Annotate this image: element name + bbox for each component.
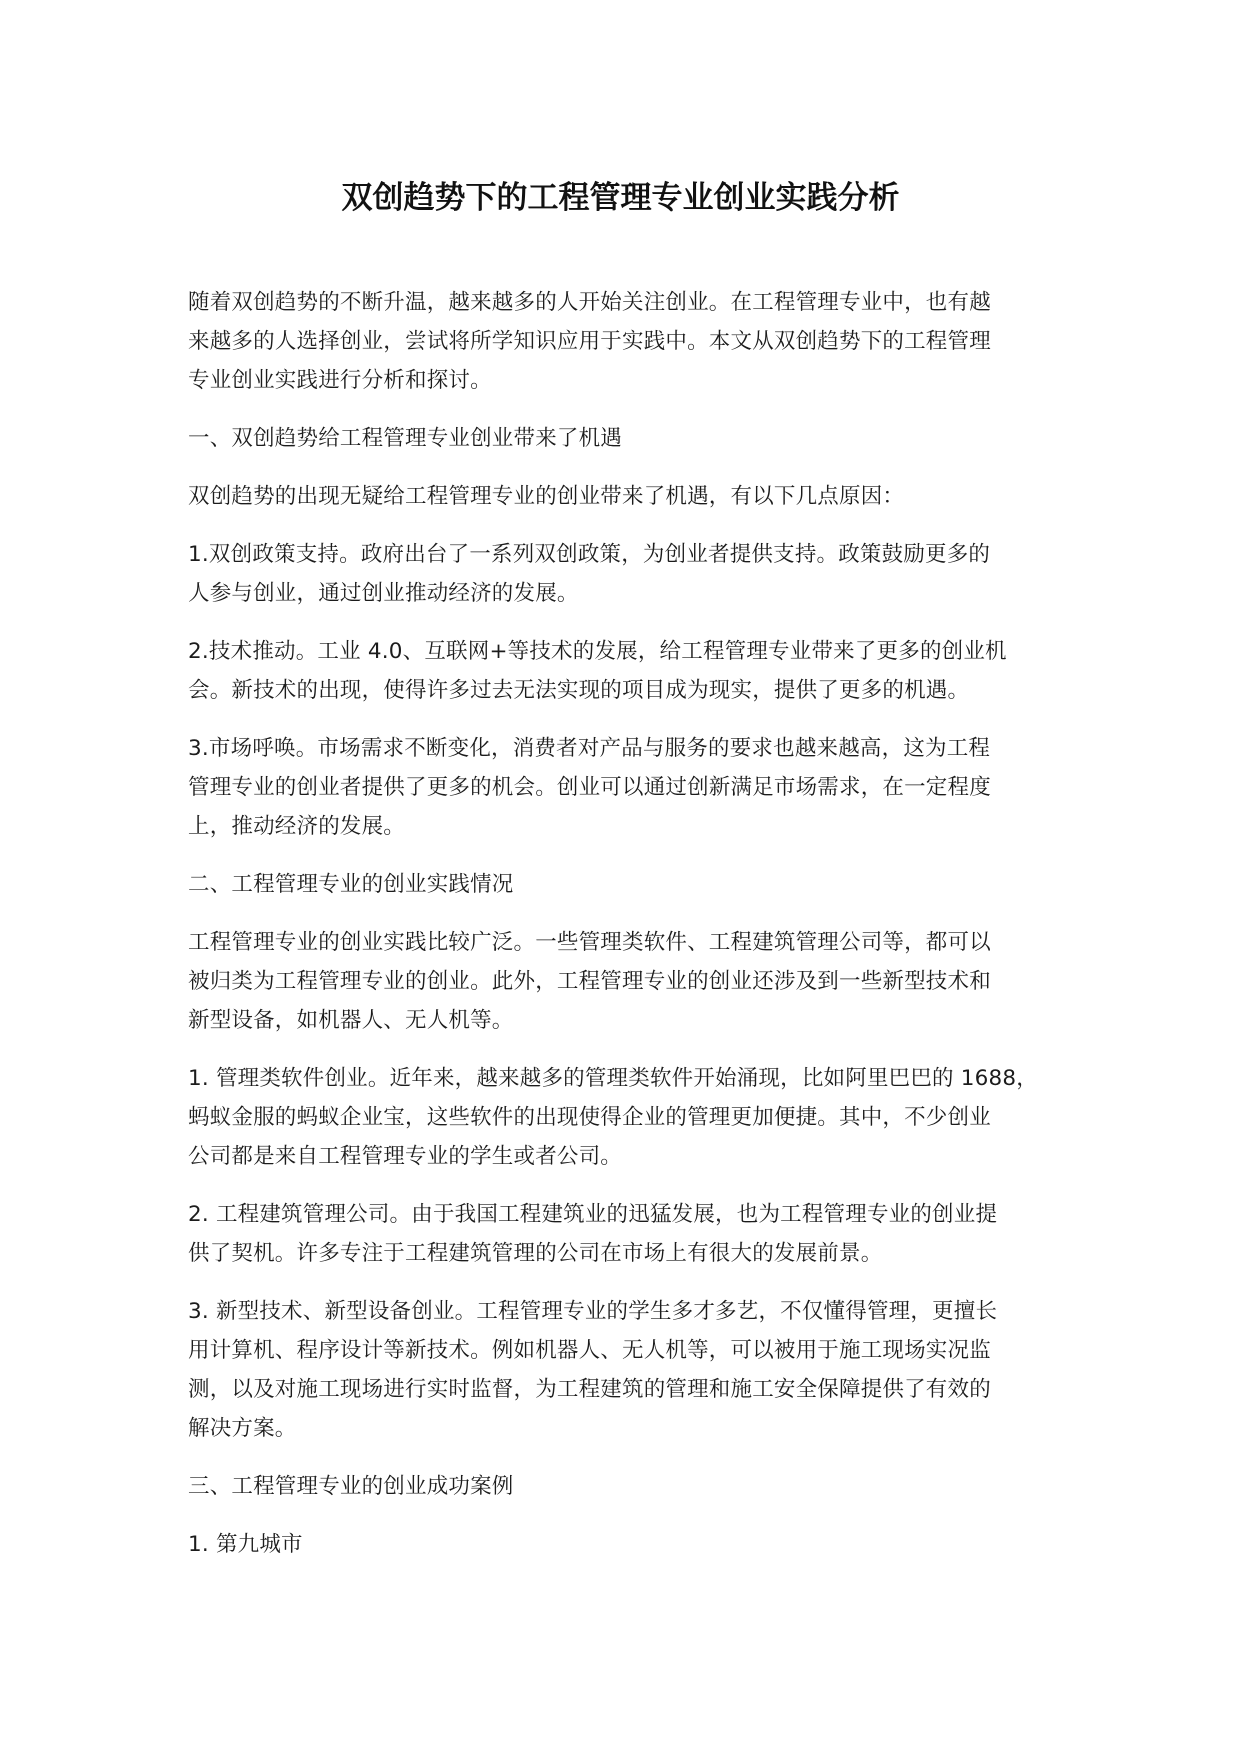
paragraph (188, 923, 1088, 1040)
paragraph (188, 1292, 1088, 1448)
paragraph-line: 随着双创趋势的不断升温，越来越多的人开始关注创业。在工程管理专业中，也有越 (188, 290, 991, 315)
paragraph (188, 477, 1088, 516)
paragraph-line: 1.双创政策支持。政府出台了一系列双创政策，为创业者提供支持。政策鼓励更多的 (188, 542, 991, 567)
paragraph-line: 3. 新型技术、新型设备创业。工程管理专业的学生多才多艺，不仅懂得管理，更擅长 (188, 1299, 998, 1324)
paragraph-line: 双创趋势的出现无疑给工程管理专业的创业带来了机遇，有以下几点原因： (188, 484, 905, 509)
paragraph-line: 1. 第九城市 (188, 1532, 303, 1557)
section-heading (188, 419, 1088, 458)
paragraph-line: 2. 工程建筑管理公司。由于我国工程建筑业的迅猛发展，也为工程管理专业的创业提 (188, 1202, 998, 1227)
paragraph-line: 二、工程管理专业的创业实践情况 (188, 872, 514, 897)
paragraph-line: 供了契机。许多专注于工程建筑管理的公司在市场上有很大的发展前景。 (188, 1241, 883, 1266)
paragraph (188, 1195, 1088, 1273)
paragraph-line: 用计算机、程序设计等新技术。例如机器人、无人机等，可以被用于施工现场实况监 (188, 1338, 991, 1363)
paragraph-line: 1. 管理类软件创业。近年来，越来越多的管理类软件开始涌现，比如阿里巴巴的 1688， (188, 1066, 1039, 1091)
paragraph-line: 管理专业的创业者提供了更多的机会。创业可以通过创新满足市场需求，在一定程度 (188, 775, 991, 800)
paragraph-line: 新型设备，如机器人、无人机等。 (188, 1008, 514, 1033)
paragraph-line: 蚂蚁金服的蚂蚁企业宝，这些软件的出现使得企业的管理更加便捷。其中，不少创业 (188, 1105, 991, 1130)
section-heading (188, 865, 1088, 904)
paragraph-line: 会。新技术的出现，使得许多过去无法实现的项目成为现实，提供了更多的机遇。 (188, 678, 970, 703)
paragraph-line: 一、双创趋势给工程管理专业创业带来了机遇 (188, 426, 623, 451)
paragraph-line: 来越多的人选择创业，尝试将所学知识应用于实践中。本文从双创趋势下的工程管理 (188, 329, 991, 354)
paragraph-line: 2.技术推动。工业 4.0、互联网+等技术的发展，给工程管理专业带来了更多的创业机 (188, 639, 1007, 664)
paragraph-line: 人参与创业，通过创业推动经济的发展。 (188, 581, 579, 606)
document-title: 双创趋势下的工程管理专业创业实践分析 (341, 180, 900, 216)
paragraph (188, 1525, 1088, 1564)
paragraph-line: 被归类为工程管理专业的创业。此外，工程管理专业的创业还涉及到一些新型技术和 (188, 969, 991, 994)
paragraph-line: 专业创业实践进行分析和探讨。 (188, 368, 492, 393)
paragraph-line: 公司都是来自工程管理专业的学生或者公司。 (188, 1144, 623, 1169)
paragraph (188, 1059, 1088, 1176)
document-body (188, 283, 1088, 1583)
paragraph-line: 3.市场呼唤。市场需求不断变化，消费者对产品与服务的要求也越来越高，这为工程 (188, 736, 991, 761)
paragraph (188, 632, 1088, 710)
paragraph (188, 729, 1088, 846)
paragraph-line: 工程管理专业的创业实践比较广泛。一些管理类软件、工程建筑管理公司等，都可以 (188, 930, 991, 955)
section-heading (188, 1467, 1088, 1506)
paragraph-line: 上，推动经济的发展。 (188, 814, 406, 839)
paragraph-line: 测，以及对施工现场进行实时监督，为工程建筑的管理和施工安全保障提供了有效的 (188, 1377, 991, 1402)
paragraph-line: 解决方案。 (188, 1416, 297, 1441)
paragraph (188, 535, 1088, 613)
paragraph (188, 283, 1088, 400)
paragraph-line: 三、工程管理专业的创业成功案例 (188, 1474, 514, 1499)
